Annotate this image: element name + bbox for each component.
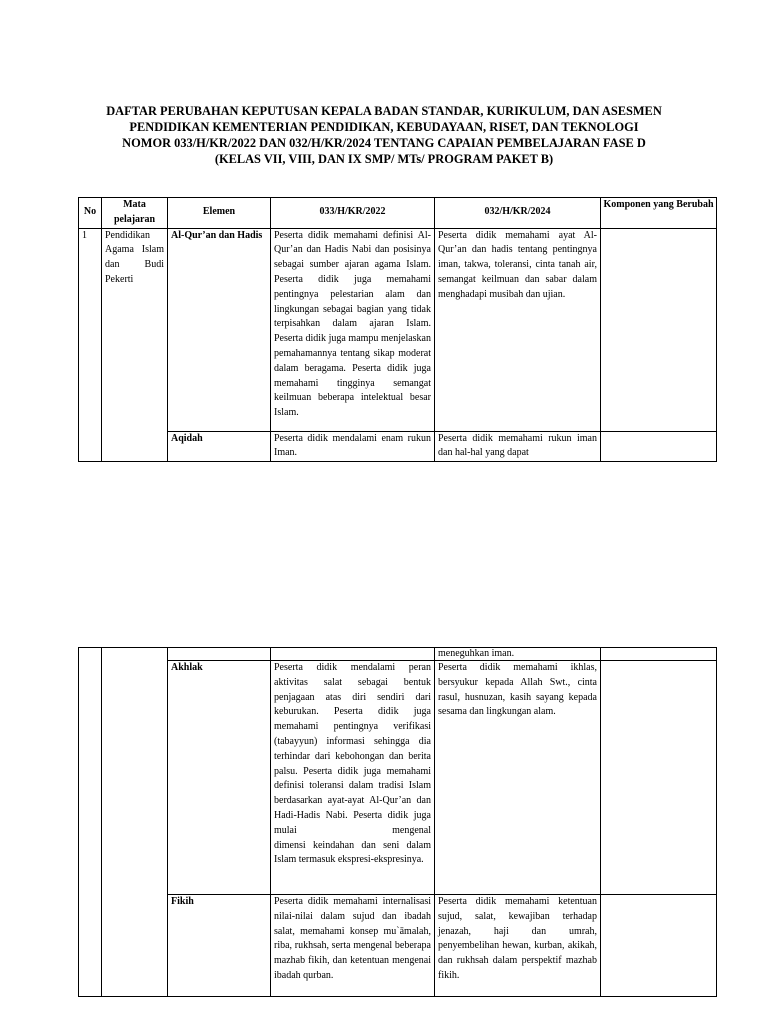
- title-line: (KELAS VII, VIII, DAN IX SMP/ MTs/ PROGRAM PAKET B): [214, 152, 554, 166]
- table-row: [79, 431, 717, 462]
- cell-komponen: [601, 228, 717, 431]
- cell-elemen: Akhlak: [168, 661, 271, 895]
- header-komponen: Komponen yang Berubah: [601, 198, 717, 229]
- cell-elemen: Aqidah: [168, 431, 271, 462]
- changes-table-page-2: [78, 647, 717, 997]
- table-row: [79, 895, 717, 997]
- header-no: No: [79, 198, 102, 229]
- header-kr-2022: 033/H/KR/2022: [271, 198, 435, 229]
- cell-kr-2022: [271, 661, 435, 895]
- title-line: PENDIDIKAN KEMENTERIAN PENDIDIKAN, KEBUDAYAAN, RISET, DAN TEKNOLOGI: [129, 120, 639, 134]
- cell-mata-pelajaran-empty: [102, 648, 168, 997]
- cell-komponen: [601, 431, 717, 462]
- cell-kr-2024: meneguhkan iman.: [435, 648, 601, 661]
- cell-kr-2022-empty: [271, 648, 435, 661]
- cell-no-empty: [79, 648, 102, 997]
- title-line: DAFTAR PERUBAHAN KEPUTUSAN KEPALA BADAN STANDAR, KURIKULUM, DAN ASESMEN: [106, 104, 662, 118]
- changes-table-page-1: [78, 197, 717, 462]
- header-kr-2024: 032/H/KR/2024: [435, 198, 601, 229]
- cell-kr-2022: Peserta didik memahami definisi Al-Qur’an dan Hadis Nabi dan posisinya sebagai sumber ajaran agama Islam. Peserta didik juga memahami pentingnya pelestarian alam dan lingkungan sebagai bagian yang tidak terpisahkan dalam ajaran Islam. Peserta didik juga mampu menjelaskan pemahamannya tentang sikap moderat dalam beragama. Peserta didik juga memahami tingginya semangat keilmuan beberapa intelektual besar Islam.: [271, 228, 435, 431]
- cell-kr-2022: Peserta didik mendalami enam rukun Iman.: [271, 431, 435, 462]
- cell-kr-2024: Peserta didik memahami ikhlas, bersyukur kepada Allah Swt., cinta rasul, husnuzan, kasih sayang kepada sesama dan lingkungan alam.: [435, 661, 601, 895]
- table-row-continuation: [79, 648, 717, 661]
- cell-elemen-empty: [168, 648, 271, 661]
- cell-komponen: [601, 895, 717, 997]
- cell-kr-2024: Peserta didik memahami ketentuan sujud, salat, kewajiban terhadap jenazah, haji dan umrah, penyembelihan hewan, kurban, akikah, dan rukhsah dalam perspektif mazhab fikih.: [435, 895, 601, 997]
- cell-komponen-empty: [601, 648, 717, 661]
- cell-elemen: Al-Qur’an dan Hadis: [168, 228, 271, 431]
- title-line: NOMOR 033/H/KR/2022 DAN 032/H/KR/2024 TENTANG CAPAIAN PEMBELAJARAN FASE D: [122, 136, 646, 150]
- cell-kr-2024: Peserta didik memahami ayat Al-Qur’an dan hadis tentang pentingnya iman, takwa, toleransi, cinta tanah air, semangat keilmuan dan sabar dalam menghadapi musibah dan ujian.: [435, 228, 601, 431]
- table-header-row: [79, 198, 717, 229]
- cell-kr-2022: Peserta didik memahami internalisasi nilai-nilai dalam sujud dan ibadah salat, memahami konsep mu`āmalah, riba, rukhsah, serta mengenal beberapa mazhab fikih, dan ketentuan mengenai ibadah qurban.: [271, 895, 435, 997]
- header-elemen: Elemen: [168, 198, 271, 229]
- cell-kr-2024: Peserta didik memahami rukun iman dan hal-hal yang dapat: [435, 431, 601, 462]
- cell-komponen: [601, 661, 717, 895]
- cell-mata-pelajaran: Pendidikan Agama Islam dan Budi Pekerti: [102, 228, 168, 462]
- cell-no: 1: [79, 228, 102, 462]
- table-row: [79, 661, 717, 895]
- cell-kr-2022-text-cont: dimensi keindahan dan seni dalam Islam termasuk ekspresi-ekspresinya.: [274, 839, 431, 866]
- cell-kr-2022-text: Peserta didik mendalami peran aktivitas salat sebagai bentuk penjagaan atas diri sendiri dari keburukan. Peserta didik juga memahami pentingnya verifikasi (tabayyun) informasi sehingga dia terhindar dari kebohongan dan berita palsu. Peserta didik juga memahami definisi toleransi dalam tradisi Islam berdasarkan ayat-ayat Al-Qur’an dan Hadi-Hadis Nabi. Peserta didik juga mulai mengenal: [274, 662, 431, 836]
- document-title: [60, 103, 708, 167]
- table-row: [79, 228, 717, 431]
- cell-elemen: Fikih: [168, 895, 271, 997]
- header-mata-pelajaran: Mata pelajaran: [102, 198, 168, 229]
